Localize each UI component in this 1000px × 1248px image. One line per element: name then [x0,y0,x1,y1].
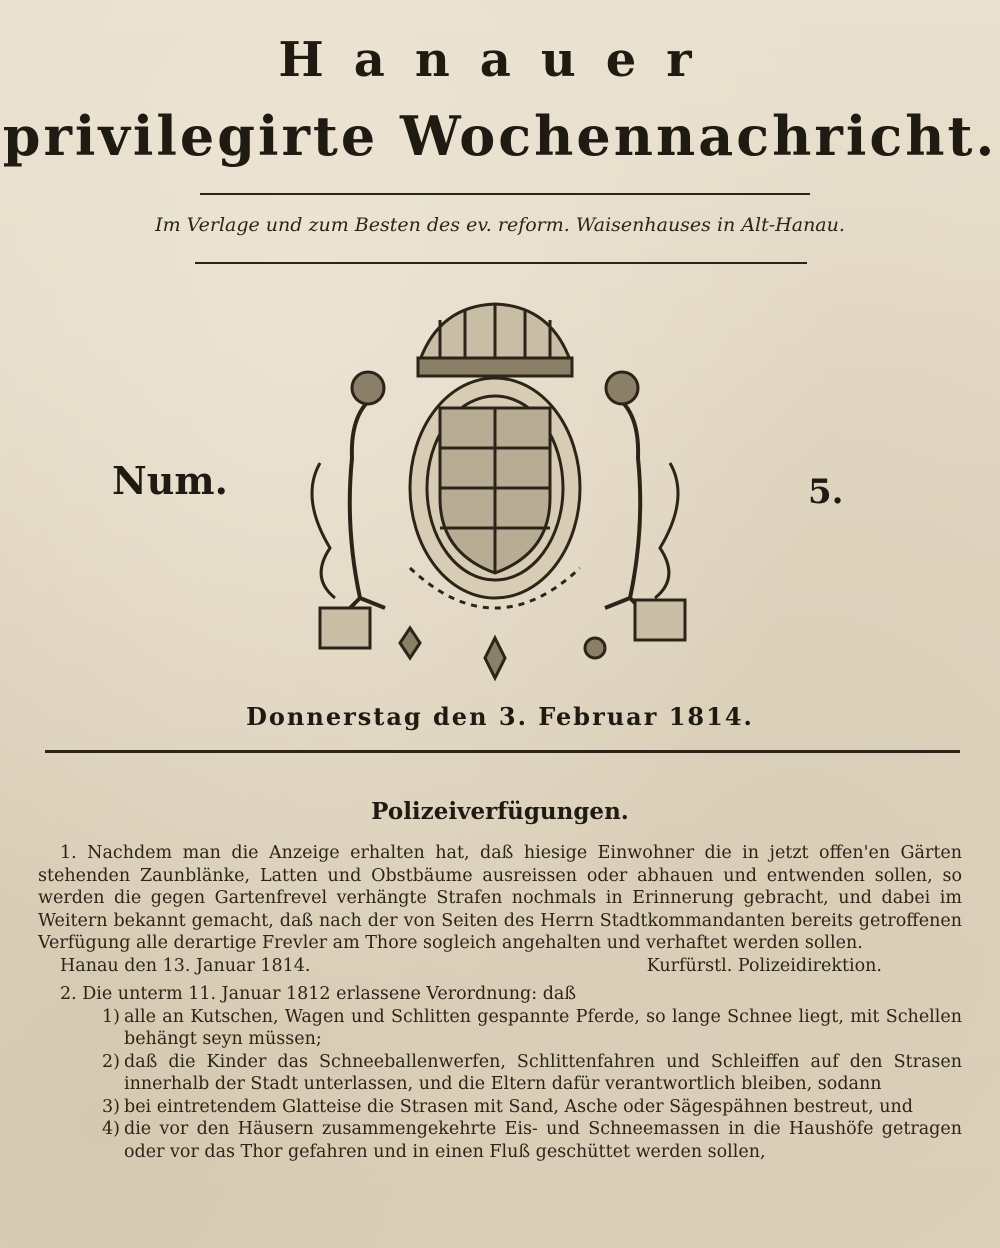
publisher-imprint: Im Verlage und zum Besten des ev. reform. Waisenhauses in Alt-Hanau. [155,214,845,236]
masthead-title-line2: privilegirte Wochennachricht. [2,104,998,168]
list-item-marker: 1) [102,1006,120,1027]
header-rule [45,750,960,753]
list-item-marker: 2) [102,1051,120,1072]
article-body [38,842,962,1163]
list-item [38,1006,962,1051]
masthead-title-line1: Hanauer [278,32,722,88]
list-item-text: alle an Kutschen, Wagen und Schlitten gespannte Pferde, so lange Schnee liegt, mit Schellen behängt seyn müssen; [124,1006,962,1049]
masthead-divider-bottom [195,262,807,264]
paragraph-1 [38,842,962,977]
coat-of-arms-icon [290,298,700,693]
section-heading: Polizeiverfügungen. [371,798,629,825]
issue-number-label: Num. [112,458,228,503]
paragraph-2-list [38,1006,962,1164]
paragraph-2-intro: 2. Die unterm 11. Januar 1812 erlassene Verordnung: daß [60,984,577,1004]
list-item [38,1051,962,1096]
paragraph-1-place-date: Hanau den 13. Januar 1814. [60,955,311,976]
list-item-marker: 4) [102,1119,120,1139]
issue-date: Donnerstag den 3. Februar 1814. [246,702,754,731]
masthead-divider-top [200,193,810,195]
list-item [38,1118,962,1163]
paragraph-1-signature: Kurfürstl. Polizeidirektion. [646,955,882,976]
paragraph-1-text: 1. Nachdem man die Anzeige erhalten hat, daß hiesige Einwohner die in jetzt offen'en Gärten stehenden Zaunblänke, Latten und Obstbäume ausreissen oder abhauen und entwenden sollen, so werden die gegen Gartenfrevel verhängte Strafen nochmals in Erinnerung gebracht, und dabei im Weitern bekannt gemacht, daß nach der von Seiten des Herrn Stadtkommandanten bereits getroffenen Verfügung alle derartige Frevler am Thore sogleich angehalten und verhaftet werden sollen. [38,843,962,953]
list-item-marker: 3) [102,1096,120,1117]
paragraph-1-signature-row [38,955,962,978]
list-item-text: bei eintretendem Glatteise die Strasen mit Sand, Asche oder Sägespähnen bestreut, und [124,1096,913,1117]
list-item [38,1096,962,1119]
list-item-text: daß die Kinder das Schneeballenwerfen, Schlittenfahren und Schleiffen auf den Strasen innerhalb der Stadt unterlassen, und die Eltern dafür verantwortlich bleiben, sodann [124,1051,962,1094]
list-item-text: die vor den Häusern zusammengekehrte Eis- und Schneemassen in die Haushöfe getragen oder vor das Thor gefahren und in einen Fluß geschüttet werden sollen, [124,1119,962,1162]
issue-number: 5. [808,472,844,512]
